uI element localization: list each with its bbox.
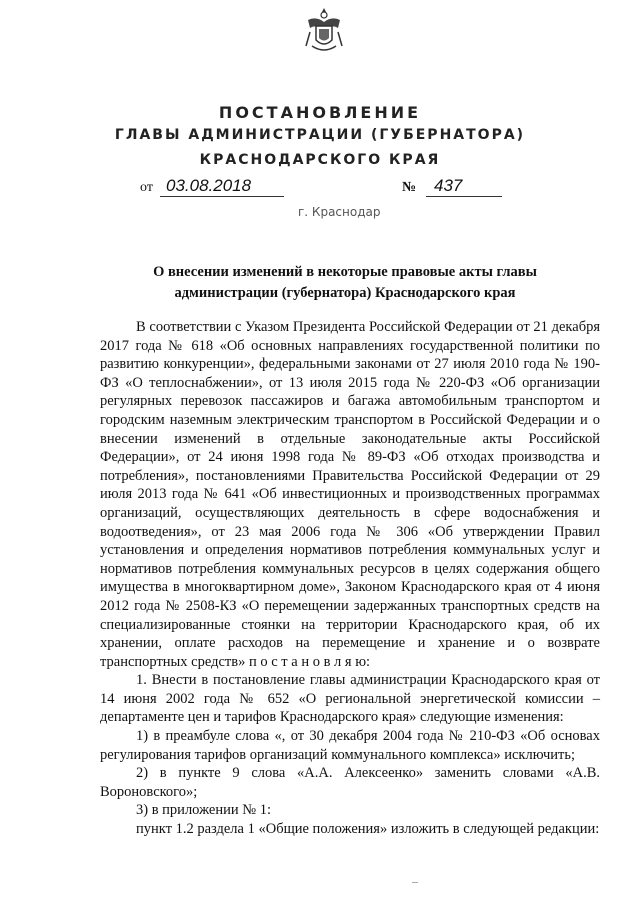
document-title: О внесении изменений в некоторые правовые акты главы администрации (губернатора) Краснодарского края xyxy=(153,264,537,301)
paragraph-subitem-2: 2) в пункте 9 слова «А.А. Алексеенко» заменить словами «А.В. Вороновского»; xyxy=(100,765,600,800)
issuer-heading: ГЛАВЫ АДМИНИСТРАЦИИ (ГУБЕРНАТОРА) xyxy=(114,127,526,143)
paragraph-subitem-1: 1) в преамбуле слова «, от 30 декабря 2004 года № 210-ФЗ «Об основах регулирования тарифов организаций коммунального комплекса» исключить; xyxy=(100,728,600,763)
number-prefix: № xyxy=(402,180,417,195)
coat-of-arms-icon xyxy=(302,6,346,54)
document-type-heading: ПОСТАНОВЛЕНИЕ xyxy=(218,103,422,122)
paragraph-item-1: 1. Внести в постановление главы администрации Краснодарского края от 14 июня 2002 года № 652 «О региональной энергетической комиссии – департаменте цен и тарифов Краснодарского края» следующие изменения: xyxy=(100,672,600,726)
document-number: 437 xyxy=(426,176,502,197)
paragraph-point-1-2: пункт 1.2 раздела 1 «Общие положения» изложить в следующей редакции: xyxy=(136,821,600,838)
paragraph-preamble: В соответствии с Указом Президента Российской Федерации от 21 декабря 2017 года № 618 «Об основных направлениях государственной политики по развитию конкуренции», федеральными законами от 27 июля 2010 года № 190-ФЗ «О теплоснабжении», от 13 июля 2015 года № 220-ФЗ «Об организации регулярных перевозок пассажиров и багажа автомобильным транспортом и городским наземным электрическим транспортом в Российской Федерации и о внесении изменений в отдельные законодательные акты Российской Федерации», от 24 июня 1998 года № 89-ФЗ «Об отходах производства и потребления», постановлениями Правительства Российской Федерации от 29 июля 2013 года № 641 «Об инвестиционных и производственных программах организаций, осуществляющих деятельность в сфере водоснабжения и водоотведения», от 23 мая 2006 года № 306 «Об утверждении Правил установления и определения нормативов потребления коммунальных услуг и нормативов потребления коммунальных ресурсов в целях содержания общего имущества в многоквартирном доме», Законом Краснодарского края от 4 июня 2012 года № 2508-КЗ «О перемещении задержанных транспортных средств на специализированные стоянки на территории Краснодарского края, об их хранении, оплате расходов на перемещение и хранение и о возврате транспортных средств» п о с т а н о в л я ю: xyxy=(100,319,600,670)
city-name: г. Краснодар xyxy=(298,205,381,219)
scan-artifact xyxy=(412,882,418,883)
date-prefix: от xyxy=(140,180,153,195)
region-heading: КРАСНОДАРСКОГО КРАЯ xyxy=(199,152,441,168)
document-body xyxy=(100,318,600,839)
paragraph-subitem-3: 3) в приложении № 1: xyxy=(136,802,271,819)
document-date: 03.08.2018 xyxy=(160,176,284,197)
